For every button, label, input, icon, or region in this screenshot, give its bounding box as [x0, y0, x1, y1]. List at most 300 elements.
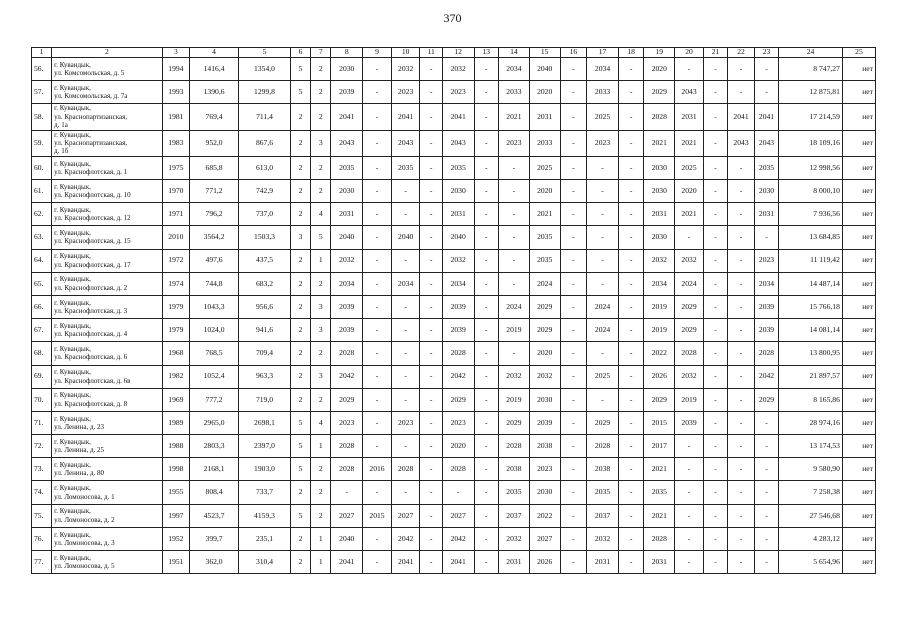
value-cell: 5	[291, 504, 311, 527]
value-cell: 1043,3	[190, 295, 239, 318]
value-cell: 685,8	[190, 156, 239, 179]
value-cell: -	[618, 388, 643, 411]
value-cell: 437,5	[238, 249, 290, 272]
page-number: 370	[443, 11, 462, 25]
value-cell: 2043	[754, 130, 778, 156]
value-cell: 711,4	[238, 104, 290, 130]
value-cell: 2041	[331, 551, 363, 574]
column-header: 15	[529, 48, 560, 58]
value-cell: 2030	[331, 180, 363, 203]
value-cell: 2038	[529, 435, 560, 458]
value-cell: 2039	[675, 411, 704, 434]
value-cell: 2024	[529, 272, 560, 295]
value-cell: 1952	[162, 527, 190, 550]
column-header: 5	[238, 48, 290, 58]
value-cell: -	[363, 272, 392, 295]
value-cell: -	[675, 504, 704, 527]
value-cell: -	[474, 226, 498, 249]
value-cell: 808,4	[190, 481, 239, 504]
value-cell: 2028	[442, 342, 474, 365]
row-number-cell: 58.	[32, 104, 52, 130]
value-cell: -	[728, 249, 755, 272]
value-cell: -	[420, 481, 442, 504]
amount-cell: 15 766,18	[779, 295, 843, 318]
value-cell: 2016	[363, 458, 392, 481]
value-cell: -	[618, 342, 643, 365]
value-cell: 3	[311, 319, 331, 342]
address-cell: г. Кувандык, ул. Краснофлотская, д. 8	[52, 388, 162, 411]
row-number-cell: 73.	[32, 458, 52, 481]
value-cell: -	[618, 435, 643, 458]
value-cell: -	[618, 295, 643, 318]
value-cell: 2028	[587, 435, 619, 458]
table-row	[32, 411, 876, 434]
address-cell: г. Кувандык, ул. Ломоносова, д. 2	[52, 504, 162, 527]
value-cell: 2042	[331, 365, 363, 388]
amount-cell: 4 283,12	[779, 527, 843, 550]
value-cell: 2028	[391, 458, 420, 481]
value-cell: 2025	[529, 156, 560, 179]
flag-cell: нет	[842, 58, 875, 81]
value-cell: -	[560, 130, 587, 156]
column-header: 20	[675, 48, 704, 58]
value-cell: 2	[311, 458, 331, 481]
value-cell: -	[728, 319, 755, 342]
value-cell: 2039	[331, 81, 363, 104]
value-cell: 1416,4	[190, 58, 239, 81]
flag-cell: нет	[842, 272, 875, 295]
value-cell: 2033	[499, 81, 530, 104]
amount-cell: 8 000,10	[779, 180, 843, 203]
address-cell: г. Кувандык, ул. Ломоносова, д. 5	[52, 551, 162, 574]
value-cell: -	[363, 481, 392, 504]
value-cell: -	[420, 130, 442, 156]
value-cell: -	[391, 481, 420, 504]
table-row	[32, 156, 876, 179]
address-cell: г. Кувандык, ул. Ломоносова, д. 3	[52, 527, 162, 550]
value-cell: -	[474, 203, 498, 226]
value-cell: -	[420, 551, 442, 574]
value-cell: -	[728, 504, 755, 527]
value-cell: -	[420, 180, 442, 203]
value-cell: 2	[291, 342, 311, 365]
value-cell: 2020	[529, 81, 560, 104]
value-cell: -	[618, 365, 643, 388]
value-cell: -	[363, 411, 392, 434]
value-cell: 2027	[529, 527, 560, 550]
value-cell: -	[560, 527, 587, 550]
value-cell: 2024	[587, 295, 619, 318]
value-cell: -	[474, 81, 498, 104]
value-cell: 399,7	[190, 527, 239, 550]
value-cell: 2	[291, 365, 311, 388]
value-cell: -	[420, 365, 442, 388]
value-cell: -	[754, 481, 778, 504]
value-cell: 2024	[499, 295, 530, 318]
flag-cell: нет	[842, 295, 875, 318]
address-cell: г. Кувандык, ул. Краснопартизанская, д. 1а	[52, 104, 162, 130]
row-number-cell: 71.	[32, 411, 52, 434]
value-cell: 1989	[162, 411, 190, 434]
column-header: 17	[587, 48, 619, 58]
column-header: 18	[618, 48, 643, 58]
value-cell: -	[587, 342, 619, 365]
row-number-cell: 64.	[32, 249, 52, 272]
value-cell: 2015	[644, 411, 675, 434]
value-cell: 2019	[499, 319, 530, 342]
column-header: 13	[474, 48, 498, 58]
value-cell: 2020	[442, 435, 474, 458]
value-cell: 2032	[644, 249, 675, 272]
address-cell: г. Кувандык, ул. Краснопартизанская, д. 1б	[52, 130, 162, 156]
value-cell: 744,8	[190, 272, 239, 295]
value-cell: 2030	[442, 180, 474, 203]
value-cell: 4	[311, 411, 331, 434]
value-cell: 2022	[644, 342, 675, 365]
value-cell: 2037	[499, 504, 530, 527]
value-cell: 2039	[529, 411, 560, 434]
value-cell: -	[618, 551, 643, 574]
value-cell: 2039	[442, 319, 474, 342]
value-cell: 796,2	[190, 203, 239, 226]
value-cell: 2043	[728, 130, 755, 156]
value-cell: -	[420, 435, 442, 458]
value-cell: -	[618, 104, 643, 130]
value-cell: -	[587, 180, 619, 203]
value-cell: 5	[291, 81, 311, 104]
value-cell: -	[728, 388, 755, 411]
value-cell: 1979	[162, 295, 190, 318]
amount-cell: 13 800,95	[779, 342, 843, 365]
value-cell: -	[420, 504, 442, 527]
value-cell: 497,6	[190, 249, 239, 272]
value-cell: 768,5	[190, 342, 239, 365]
value-cell: 2041	[442, 551, 474, 574]
value-cell: -	[587, 226, 619, 249]
table-row	[32, 226, 876, 249]
value-cell: 1998	[162, 458, 190, 481]
value-cell: 2034	[499, 58, 530, 81]
value-cell: 733,7	[238, 481, 290, 504]
value-cell: -	[675, 481, 704, 504]
column-header: 16	[560, 48, 587, 58]
value-cell: 2041	[391, 551, 420, 574]
row-number-cell: 59.	[32, 130, 52, 156]
value-cell: 956,6	[238, 295, 290, 318]
row-number-cell: 72.	[32, 435, 52, 458]
value-cell: 2043	[675, 81, 704, 104]
value-cell: 2041	[754, 104, 778, 130]
table-row	[32, 458, 876, 481]
value-cell: 2043	[442, 130, 474, 156]
address-cell: г. Кувандык, ул. Краснофлотская, д. 2	[52, 272, 162, 295]
value-cell: 2032	[675, 249, 704, 272]
value-cell: -	[728, 58, 755, 81]
flag-cell: нет	[842, 226, 875, 249]
value-cell: -	[675, 527, 704, 550]
value-cell: 2034	[754, 272, 778, 295]
value-cell: 2020	[529, 342, 560, 365]
value-cell: -	[363, 58, 392, 81]
value-cell: -	[331, 481, 363, 504]
value-cell: -	[618, 272, 643, 295]
value-cell: 867,6	[238, 130, 290, 156]
address-cell: г. Кувандык, ул. Ленина, д. 25	[52, 435, 162, 458]
value-cell: -	[474, 481, 498, 504]
value-cell: -	[560, 342, 587, 365]
flag-cell: нет	[842, 180, 875, 203]
value-cell: 1970	[162, 180, 190, 203]
value-cell: -	[499, 272, 530, 295]
value-cell: 2021	[644, 458, 675, 481]
value-cell: 2021	[675, 130, 704, 156]
value-cell: -	[560, 504, 587, 527]
value-cell: 2	[291, 249, 311, 272]
value-cell: -	[363, 342, 392, 365]
value-cell: 2035	[331, 156, 363, 179]
value-cell: 2	[291, 527, 311, 550]
value-cell: -	[420, 388, 442, 411]
value-cell: 2	[311, 481, 331, 504]
value-cell: 2034	[587, 58, 619, 81]
value-cell: 2	[291, 272, 311, 295]
value-cell: 683,2	[238, 272, 290, 295]
value-cell: 2032	[442, 58, 474, 81]
value-cell: -	[391, 295, 420, 318]
table-row	[32, 388, 876, 411]
value-cell: 1969	[162, 388, 190, 411]
value-cell: -	[618, 226, 643, 249]
value-cell: -	[754, 226, 778, 249]
value-cell: -	[560, 156, 587, 179]
value-cell: 2028	[675, 342, 704, 365]
value-cell: 1951	[162, 551, 190, 574]
table-row	[32, 365, 876, 388]
value-cell: -	[728, 458, 755, 481]
value-cell: -	[363, 551, 392, 574]
flag-cell: нет	[842, 342, 875, 365]
value-cell: -	[728, 411, 755, 434]
value-cell: -	[474, 388, 498, 411]
value-cell: -	[754, 435, 778, 458]
value-cell: 2032	[499, 365, 530, 388]
table-row	[32, 551, 876, 574]
value-cell: -	[728, 527, 755, 550]
value-cell: 1983	[162, 130, 190, 156]
value-cell: -	[363, 527, 392, 550]
value-cell: 1979	[162, 319, 190, 342]
value-cell: 3	[311, 130, 331, 156]
value-cell: 4	[311, 203, 331, 226]
value-cell: -	[728, 435, 755, 458]
value-cell: -	[703, 481, 727, 504]
value-cell: 2	[291, 130, 311, 156]
value-cell: 769,4	[190, 104, 239, 130]
value-cell: -	[391, 365, 420, 388]
value-cell: 2698,1	[238, 411, 290, 434]
value-cell: 2029	[754, 388, 778, 411]
value-cell: 1	[311, 249, 331, 272]
value-cell: -	[499, 203, 530, 226]
value-cell: -	[587, 249, 619, 272]
value-cell: 2033	[587, 81, 619, 104]
value-cell: 2035	[587, 481, 619, 504]
address-cell: г. Кувандык, ул. Краснофлотская, д. 4	[52, 319, 162, 342]
table-row	[32, 180, 876, 203]
value-cell: -	[618, 319, 643, 342]
value-cell: 2042	[442, 365, 474, 388]
value-cell: 2	[291, 551, 311, 574]
value-cell: 2040	[331, 226, 363, 249]
value-cell: 1997	[162, 504, 190, 527]
row-number-cell: 65.	[32, 272, 52, 295]
value-cell: 2034	[391, 272, 420, 295]
value-cell: 2027	[391, 504, 420, 527]
row-number-cell: 63.	[32, 226, 52, 249]
flag-cell: нет	[842, 104, 875, 130]
column-header: 23	[754, 48, 778, 58]
value-cell: -	[474, 342, 498, 365]
address-cell: г. Кувандык, ул. Краснофлотская, д. 17	[52, 249, 162, 272]
value-cell: 2030	[529, 388, 560, 411]
value-cell: 2032	[331, 249, 363, 272]
value-cell: -	[560, 319, 587, 342]
value-cell: -	[560, 435, 587, 458]
value-cell: 2023	[754, 249, 778, 272]
value-cell: -	[420, 104, 442, 130]
value-cell: -	[728, 226, 755, 249]
value-cell: -	[728, 551, 755, 574]
value-cell: -	[391, 435, 420, 458]
value-cell: 2031	[331, 203, 363, 226]
amount-cell: 14 081,14	[779, 319, 843, 342]
value-cell: 2028	[644, 527, 675, 550]
value-cell: 2021	[529, 203, 560, 226]
flag-cell: нет	[842, 365, 875, 388]
value-cell: -	[474, 527, 498, 550]
address-cell: г. Кувандык, ул. Комсомольская, д. 5	[52, 58, 162, 81]
value-cell: 952,0	[190, 130, 239, 156]
row-number-cell: 67.	[32, 319, 52, 342]
value-cell: 1981	[162, 104, 190, 130]
value-cell: 2041	[391, 104, 420, 130]
value-cell: -	[474, 180, 498, 203]
value-cell: 2032	[587, 527, 619, 550]
value-cell: -	[560, 295, 587, 318]
value-cell: -	[363, 130, 392, 156]
value-cell: -	[703, 458, 727, 481]
value-cell: -	[618, 81, 643, 104]
value-cell: 2	[291, 203, 311, 226]
value-cell: -	[363, 104, 392, 130]
value-cell: 2032	[499, 527, 530, 550]
header-row	[32, 48, 876, 58]
value-cell: 2	[291, 319, 311, 342]
column-header: 14	[499, 48, 530, 58]
value-cell: 2019	[644, 319, 675, 342]
value-cell: 2028	[331, 342, 363, 365]
amount-cell: 8 165,86	[779, 388, 843, 411]
flag-cell: нет	[842, 319, 875, 342]
value-cell: -	[754, 551, 778, 574]
value-cell: -	[703, 342, 727, 365]
value-cell: -	[754, 411, 778, 434]
value-cell: 963,3	[238, 365, 290, 388]
value-cell: 2035	[529, 249, 560, 272]
value-cell: -	[391, 342, 420, 365]
value-cell: -	[560, 104, 587, 130]
value-cell: 2	[291, 104, 311, 130]
value-cell: 2025	[675, 156, 704, 179]
value-cell: 2029	[644, 81, 675, 104]
value-cell: 2019	[675, 388, 704, 411]
value-cell: 2010	[162, 226, 190, 249]
amount-cell: 12 998,56	[779, 156, 843, 179]
value-cell: 2038	[499, 458, 530, 481]
value-cell: -	[391, 249, 420, 272]
value-cell: -	[560, 365, 587, 388]
row-number-cell: 75.	[32, 504, 52, 527]
value-cell: -	[420, 342, 442, 365]
value-cell: 2021	[499, 104, 530, 130]
table-row	[32, 342, 876, 365]
value-cell: -	[618, 58, 643, 81]
value-cell: 2	[291, 156, 311, 179]
column-header: 1	[32, 48, 52, 58]
value-cell: 2028	[331, 435, 363, 458]
value-cell: 2	[311, 504, 331, 527]
table-row	[32, 249, 876, 272]
value-cell: 1	[311, 435, 331, 458]
value-cell: 3	[291, 226, 311, 249]
value-cell: 2031	[675, 104, 704, 130]
value-cell: -	[587, 388, 619, 411]
address-cell: г. Кувандык, ул. Комсомольская, д. 7а	[52, 81, 162, 104]
column-header: 19	[644, 48, 675, 58]
value-cell: 2030	[644, 156, 675, 179]
flag-cell: нет	[842, 481, 875, 504]
value-cell: -	[391, 180, 420, 203]
flag-cell: нет	[842, 156, 875, 179]
flag-cell: нет	[842, 388, 875, 411]
value-cell: 2040	[331, 527, 363, 550]
value-cell: -	[363, 226, 392, 249]
value-cell: 4159,3	[238, 504, 290, 527]
value-cell: -	[703, 180, 727, 203]
row-number-cell: 56.	[32, 58, 52, 81]
value-cell: 2020	[529, 180, 560, 203]
value-cell: 2	[291, 180, 311, 203]
row-number-cell: 62.	[32, 203, 52, 226]
value-cell: -	[587, 156, 619, 179]
value-cell: 2023	[331, 411, 363, 434]
value-cell: -	[420, 458, 442, 481]
value-cell: 1903,0	[238, 458, 290, 481]
value-cell: 1955	[162, 481, 190, 504]
value-cell: 2031	[499, 551, 530, 574]
value-cell: 2034	[644, 272, 675, 295]
value-cell: -	[474, 104, 498, 130]
value-cell: 2020	[675, 180, 704, 203]
value-cell: -	[754, 527, 778, 550]
table-row	[32, 319, 876, 342]
value-cell: 2	[291, 481, 311, 504]
flag-cell: нет	[842, 527, 875, 550]
address-cell: г. Кувандык, ул. Краснофлотская, д. 10	[52, 180, 162, 203]
value-cell: 719,0	[238, 388, 290, 411]
value-cell: 2029	[331, 388, 363, 411]
value-cell: 1024,0	[190, 319, 239, 342]
